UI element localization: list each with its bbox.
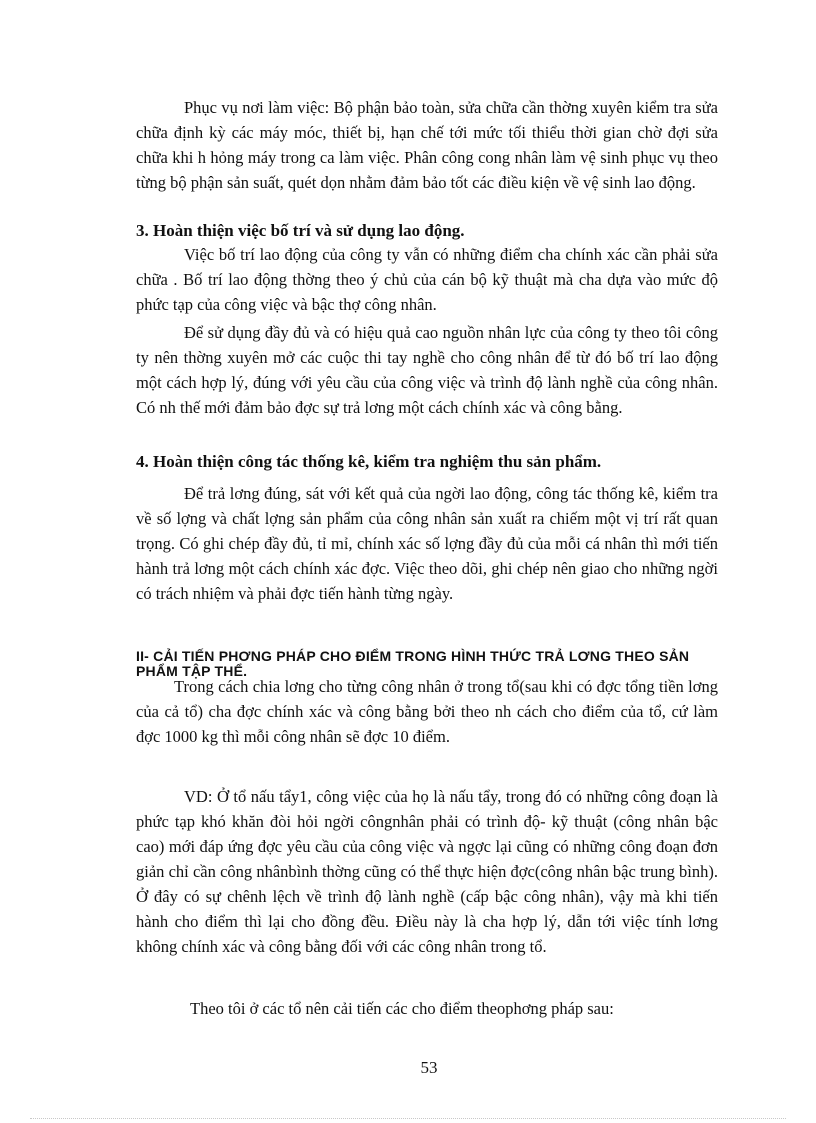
paragraph-statistics: Để trả lơng đúng, sát với kết quả của ngời lao động, công tác thống kê, kiểm tra về số lợng và chất lợng sản phẩm của công nhân sản xuất ra chiếm một vị trí rất quan trọng. Có ghi chép đầy đủ, tỉ mỉ, chính xác số lợng đầy đủ của mỗi cá nhân thì mới tiến hành trả lơng một cách chính xác đợc. Việc theo dõi, ghi chép nên giao cho những ngời có trách nhiệm và phải đợc tiến hành từng ngày. <box>136 484 718 603</box>
paragraph-wage-division: Trong cách chia lơng cho từng công nhân ở trong tổ(sau khi có đợc tổng tiền lơng của cả tổ) cha đợc chính xác và công bằng bởi theo nh cách cho điểm của tổ, cứ làm đợc 1000 kg thì mỗi công nhân sẽ đợc 10 điểm. <box>136 677 718 746</box>
paragraph-labor-arrangement: Việc bố trí lao động của công ty vẫn có những điểm cha chính xác cần phải sửa chữa . Bố trí lao động thờng theo ý chủ của cán bộ kỹ thuật mà cha dựa vào mức độ phức tạp của công việc và bậc thợ công nhân. <box>136 245 718 314</box>
section-ii-heading: II- CẢI TIẾN PHƠNG PHÁP CHO ĐIỂM TRONG HÌNH THỨC TRẢ LƠNG THEO SẢN PHẨM TẬP THỂ. <box>136 648 690 679</box>
page-number: 53 <box>420 1058 438 1077</box>
paragraph-human-resources: Để sử dụng đầy đủ và có hiệu quả cao nguồn nhân lực của công ty theo tôi công ty nên thờng xuyên mở các cuộc thi tay nghề cho công nhân để từ đó bố trí lao động một cách hợp lý, đúng với yêu cầu của công việc và trình độ lành nghề của công nhân. Có nh thế mới đảm bảo đợc sự trả lơng một cách chính xác và công bằng. <box>136 323 718 417</box>
heading-3-labor-arrangement: 3. Hoàn thiện việc bố trí và sử dụng lao động. <box>136 221 465 240</box>
footer-dotted-rule <box>30 1118 786 1119</box>
paragraph-example: VD: Ở tổ nấu tẩy1, công việc của họ là nấu tẩy, trong đó có những công đoạn là phức tạp khó khăn đòi hỏi ngời côngnhân phải có trình độ- kỹ thuật (công nhân bậc cao) mới đáp ứng đợc yêu cầu của công việc và ngợc lại cũng có những công đoạn đơn giản chỉ cần công nhânbình thờng cũng có thể thực hiện đợc(công nhân bậc trung bình). Ở đây có sự chênh lệch về trình độ lành nghề (cấp bậc công nhân), vậy mà khi tiến hành cho điểm thì lại cho đồng đều. Điều này là cha hợp lý, dẫn tới việc tính lơng không chính xác và công bằng đối với các công nhân trong tổ. <box>136 787 718 956</box>
heading-4-statistics-inspection: 4. Hoàn thiện công tác thống kê, kiểm tra nghiệm thu sản phẩm. <box>136 452 602 471</box>
paragraph-workplace-service: Phục vụ nơi làm việc: Bộ phận bảo toàn, sửa chữa cần thờng xuyên kiểm tra sửa chữa định kỳ các máy móc, thiết bị, hạn chế tới mức tối thiểu thời gian chờ đợi sửa chữa khi h hỏng máy trong ca làm việc. Phân công cong nhân làm vệ sinh phục vụ theo từng bộ phận sản suất, quét dọn nhằm đảm bảo tốt các điều kiện về vệ sinh lao động. <box>136 98 718 192</box>
paragraph-improvement-method: Theo tôi ở các tổ nên cải tiến các cho điểm theophơng pháp sau: <box>190 999 614 1018</box>
